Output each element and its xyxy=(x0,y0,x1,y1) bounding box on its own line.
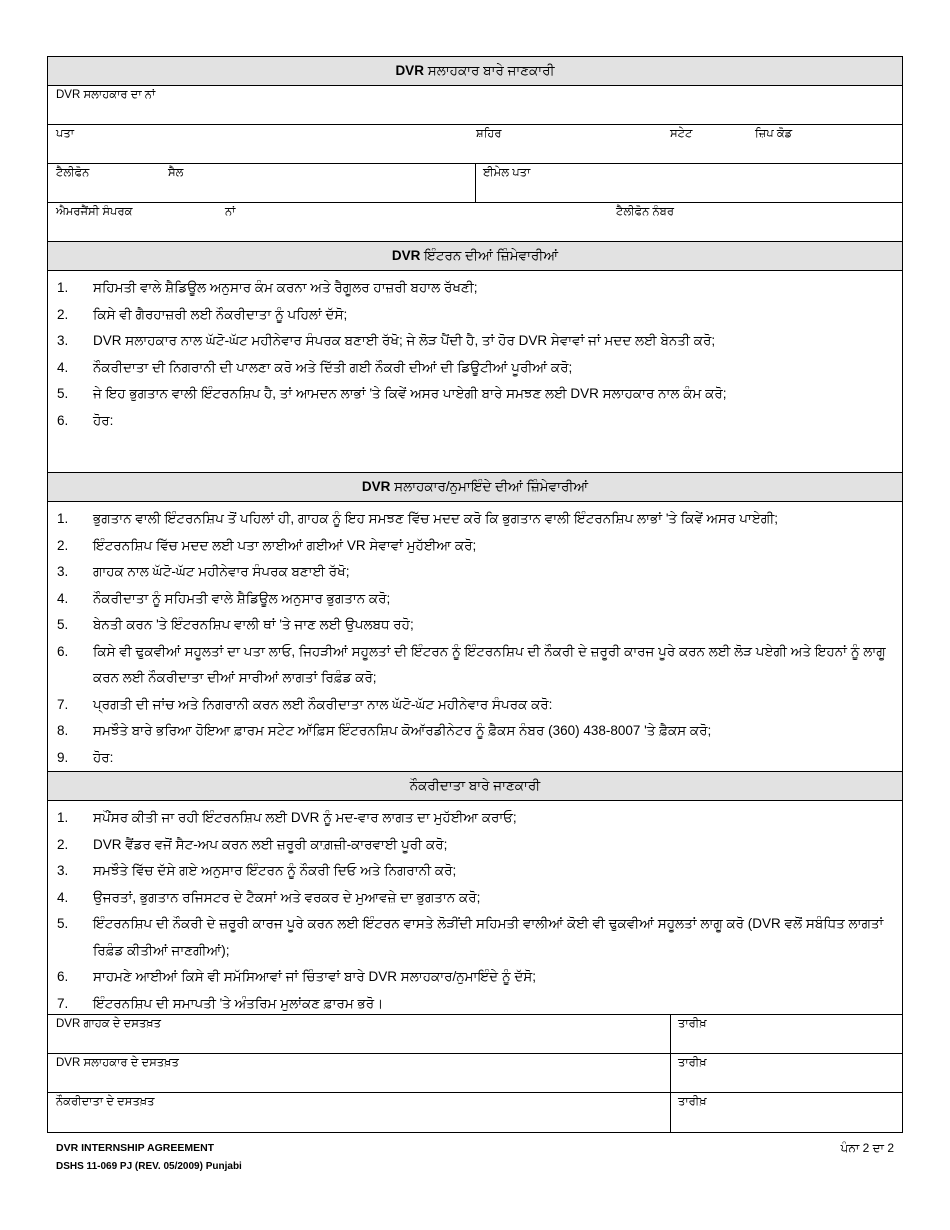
cell-label: ਸੈਲ xyxy=(168,167,184,179)
email-label: ਈਮੇਲ ਪਤਾ xyxy=(483,167,531,179)
address-row[interactable] xyxy=(48,125,902,164)
header-prefix: DVR xyxy=(361,479,391,494)
phone-label: ਟੈਲੀਫੋਨ xyxy=(56,167,90,179)
item-number: 4. xyxy=(57,590,69,606)
section-header-counselor-info xyxy=(48,57,902,86)
intern-responsibilities-list xyxy=(48,271,902,473)
item-text: ਸਹਿਮਤੀ ਵਾਲੇ ਸ਼ੈਡਿਊਲ ਅਨੁਸਾਰ ਕੰਮ ਕਰਨਾ ਅਤੇ ਰੈਗੂਲਰ ਹਾਜ਼ਰੀ ਬਹਾਲ ਰੱਖਣੀ; xyxy=(93,280,478,295)
section-header-intern-responsibilities xyxy=(48,242,902,271)
item-text: ਸਮਝੌਤੇ ਵਿੱਚ ਦੱਸੇ ਗਏ ਅਨੁਸਾਰ ਇੰਟਰਨ ਨੂੰ ਨੌਕਰੀ ਦਿਓ ਅਤੇ ਨਿਗਰਾਨੀ ਕਰੋ; xyxy=(93,863,457,878)
item-text: ਭੁਗਤਾਨ ਵਾਲੀ ਇੰਟਰਨਸ਼ਿਪ ਤੋਂ ਪਹਿਲਾਂ ਹੀ, ਗਾਹਕ ਨੂੰ ਇਹ ਸਮਝਣ ਵਿੱਚ ਮਦਦ ਕਰੋ ਕਿ ਭੁਗਤਾਨ ਵਾਲੀ ਇੰਟਰਨਸ਼ਿਪ ਲਾਭਾਂ 'ਤੇ ਕਿਵੇਂ ਅਸਰ ਪਾਏਗੀ; xyxy=(93,511,779,526)
item-number: 4. xyxy=(57,889,69,905)
list-item xyxy=(48,559,902,586)
item-number: 6. xyxy=(57,969,69,984)
column-divider xyxy=(475,164,476,202)
list-item-other[interactable] xyxy=(48,745,902,772)
item-number: 7. xyxy=(57,995,69,1011)
emergency-contact-row[interactable] xyxy=(48,203,902,242)
item-number: 4. xyxy=(57,359,69,375)
list-item xyxy=(48,328,902,355)
item-text: ਬੇਨਤੀ ਕਰਨ 'ਤੇ ਇੰਟਰਨਸ਼ਿਪ ਵਾਲੀ ਥਾਂ 'ਤੇ ਜਾਣ ਲਈ ਉਪਲਬਧ ਰਹੋ; xyxy=(93,617,414,632)
list-item xyxy=(48,533,902,560)
item-text: ਕਿਸੇ ਵੀ ਗੈਰਹਾਜ਼ਰੀ ਲਈ ਨੌਕਰੀਦਾਤਾ ਨੂੰ ਪਹਿਲਾਂ ਦੱਸੋ; xyxy=(93,306,348,322)
item-text: ਇੰਟਰਨਸ਼ਿਪ ਵਿੱਚ ਮਦਦ ਲਈ ਪਤਾ ਲਾਈਆਂ ਗਈਆਂ VR ਸੇਵਾਵਾਂ ਮੁਹੱਈਆ ਕਰੋ; xyxy=(93,537,477,553)
employer-signature-label: ਨੌਕਰੀਦਾਤਾ ਦੇ ਦਸਤਖ਼ਤ xyxy=(56,1096,155,1108)
list-item xyxy=(48,612,902,639)
item-text: DVR ਸਲਾਹਕਾਰ ਨਾਲ ਘੱਟੋ-ਘੱਟ ਮਹੀਨੇਵਾਰ ਸੰਪਰਕ ਬਣਾਈ ਰੱਖੋ; ਜੇ ਲੋੜ ਪੈਂਦੀ ਹੈ, ਤਾਂ ਹੋਰ DVR ਸੇਵਾਵਾਂ ਜਾਂ ਮਦਦ ਲਈ ਬੇਨਤੀ ਕਰੋ; xyxy=(93,333,716,348)
item-text: DVR ਵੈਂਡਰ ਵਜੋਂ ਸੈਟ-ਅਪ ਕਰਨ ਲਈ ਜ਼ਰੂਰੀ ਕਾਗ਼ਜ਼ੀ-ਕਾਰਵਾਈ ਪੂਰੀ ਕਰੋ; xyxy=(93,836,448,852)
item-text: ਸਮਝੌਤੇ ਬਾਰੇ ਭਰਿਆ ਹੋਇਆ ਫ਼ਾਰਮ ਸਟੇਟ ਆੱਫ਼ਿਸ ਇੰਟਰਨਸ਼ਿਪ ਕੋਆੱਰਡੀਨੇਟਰ ਨੂੰ ਫ਼ੈਕਸ ਨੰਬਰ (360) 438-8007 'ਤੇ ਫ਼ੈਕਸ ਕਰੋ; xyxy=(93,723,712,738)
list-item xyxy=(48,275,902,302)
header-text: ਸਲਾਹਕਾਰ/ਨੁਮਾਇੰਦੇ ਦੀਆਂ ਜ਼ਿੰਮੇਵਾਰੀਆਂ xyxy=(390,479,589,494)
item-text: ਇੰਟਰਨਸ਼ਿਪ ਦੀ ਨੌਕਰੀ ਦੇ ਜ਼ਰੂਰੀ ਕਾਰਜ ਪੂਰੇ ਕਰਨ ਲਈ ਇੰਟਰਨ ਵਾਸਤੇ ਲੋੜੀਂਦੀ ਸਹਿਮਤੀ ਵਾਲੀਆਂ ਕੋਈ ਵੀ ਢੁਕਵੀਆਂ ਸਹੂਲਤਾਂ ਲਾਗੂ ਕਰੋ (DVR ਵਲੋਂ ਸਬੰਧਿਤ ਲਾਗਤਾਂ ਰਿਫ਼ੰਡ ਕੀਤੀਆਂ ਜਾਣਗੀਆਂ); xyxy=(93,916,884,958)
client-signature-label: DVR ਗਾਹਕ ਦੇ ਦਸਤਖ਼ਤ xyxy=(56,1018,161,1030)
emergency-phone-label: ਟੈਲੀਫੋਨ ਨੰਬਰ xyxy=(616,206,674,218)
header-text: ਸਲਾਹਕਾਰ ਬਾਰੇ ਜਾਣਕਾਰੀ xyxy=(423,63,555,78)
item-number: 1. xyxy=(57,280,69,295)
list-item xyxy=(48,991,902,1018)
employer-responsibilities-list xyxy=(48,801,902,1015)
signature-row-employer[interactable] xyxy=(48,1093,902,1132)
column-divider xyxy=(670,1093,671,1132)
counselor-signature-label: DVR ਸਲਾਹਕਾਰ ਦੇ ਦਸਤਖ਼ਤ xyxy=(56,1057,179,1069)
header-text: ਇੰਟਰਨ ਦੀਆਂ ਜ਼ਿੰਮੇਵਾਰੀਆਂ xyxy=(420,248,559,263)
item-number: 3. xyxy=(57,333,69,348)
item-number: 5. xyxy=(57,916,69,931)
item-text: ਸਪੌਂਸਰ ਕੀਤੀ ਜਾ ਰਹੀ ਇੰਟਰਨਸ਼ਿਪ ਲਈ DVR ਨੂੰ ਮਦ-ਵਾਰ ਲਾਗਤ ਦਾ ਮੁਹੱਈਆ ਕਰਾਓ; xyxy=(93,810,517,825)
item-text: ਗਾਹਕ ਨਾਲ ਘੱਟੋ-ਘੱਟ ਮਹੀਨੇਵਾਰ ਸੰਪਰਕ ਬਣਾਈ ਰੱਖੋ; xyxy=(93,564,350,579)
date-label: ਤਾਰੀਖ਼ xyxy=(678,1096,707,1108)
item-number: 3. xyxy=(57,863,69,878)
item-number: 9. xyxy=(57,749,69,765)
signature-row-counselor[interactable] xyxy=(48,1054,902,1093)
internship-agreement-form xyxy=(47,56,903,1133)
item-number: 2. xyxy=(57,537,69,553)
list-item xyxy=(48,911,902,964)
emergency-contact-label: ਐਮਰਜੈਂਸੀ ਸੰਪਰਕ xyxy=(56,206,133,218)
header-prefix: DVR xyxy=(391,248,421,263)
list-item-other[interactable] xyxy=(48,408,902,435)
phone-row[interactable] xyxy=(48,164,902,203)
item-number: 3. xyxy=(57,564,69,579)
list-item xyxy=(48,302,902,329)
item-number: 5. xyxy=(57,617,69,632)
list-item xyxy=(48,506,902,533)
address-label: ਪਤਾ xyxy=(56,128,75,140)
list-item xyxy=(48,805,902,832)
item-number: 7. xyxy=(57,696,69,712)
item-number: 6. xyxy=(57,643,69,659)
date-label: ਤਾਰੀਖ਼ xyxy=(678,1057,707,1069)
item-text: ਨੌਕਰੀਦਾਤਾ ਦੀ ਨਿਗਰਾਨੀ ਦੀ ਪਾਲਣਾ ਕਰੋ ਅਤੇ ਦਿੱਤੀ ਗਈ ਨੌਕਰੀ ਦੀਆਂ ਦੀ ਡਿਊਟੀਆਂ ਪੂਰੀਆਂ ਕਰੋ; xyxy=(93,359,573,375)
header-prefix: DVR xyxy=(395,63,424,78)
section-header-counselor-responsibilities xyxy=(48,473,902,502)
item-number: 6. xyxy=(57,412,69,428)
date-label: ਤਾਰੀਖ਼ xyxy=(678,1018,707,1030)
page-number: ਪੰਨਾ 2 ਦਾ 2 xyxy=(840,1141,894,1155)
counselor-name-row[interactable] xyxy=(48,86,902,125)
item-text: ਨੌਕਰੀਦਾਤਾ ਨੂੰ ਸਹਿਮਤੀ ਵਾਲੇ ਸ਼ੈਡਿਊਲ ਅਨੁਸਾਰ ਭੁਗਤਾਨ ਕਰੋ; xyxy=(93,590,391,606)
signature-row-client[interactable] xyxy=(48,1015,902,1054)
item-number: 1. xyxy=(57,511,69,526)
form-number: DSHS 11-069 PJ (REV. 05/2009) Punjabi xyxy=(56,1161,242,1172)
counselor-responsibilities-list xyxy=(48,502,902,772)
item-number: 2. xyxy=(57,306,69,322)
header-text: ਨੌਕਰੀਦਾਤਾ ਬਾਰੇ ਜਾਣਕਾਰੀ xyxy=(409,778,541,793)
list-item xyxy=(48,381,902,408)
item-number: 8. xyxy=(57,723,69,738)
item-number: 5. xyxy=(57,386,69,401)
item-text: ਉਜਰਤਾਂ, ਭੁਗਤਾਨ ਰਜਿਸਟਰ ਦੇ ਟੈਕਸਾਂ ਅਤੇ ਵਰਕਰ ਦੇ ਮੁਆਵਜ਼ੇ ਦਾ ਭੁਗਤਾਨ ਕਰੋ; xyxy=(93,889,481,905)
list-item xyxy=(48,885,902,912)
list-item xyxy=(48,718,902,745)
item-text: ਕਿਸੇ ਵੀ ਢੁਕਵੀਆਂ ਸਹੂਲਤਾਂ ਦਾ ਪਤਾ ਲਾਓ, ਜਿਹੜੀਆਂ ਸਹੂਲਤਾਂ ਦੀ ਇੰਟਰਨ ਨੂੰ ਇੰਟਰਨਸ਼ਿਪ ਦੀ ਨੌਕਰੀ ਦੇ ਜ਼ਰੂਰੀ ਕਾਰਜ ਪੂਰੇ ਕਰਨ ਲਈ ਲੋੜ ਪਏਗੀ ਅਤੇ ਇਹਨਾਂ ਨੂੰ ਲਾਗੂ ਕਰਨ ਲਈ ਨੌਕਰੀਦਾਤਾ ਦੀਆਂ ਸਾਰੀਆਂ ਲਾਗਤਾਂ ਰਿਫ਼ੰਡ ਕਰੋ; xyxy=(93,643,886,685)
city-label: ਸ਼ਹਿਰ xyxy=(476,128,502,140)
item-text: ਜੇ ਇਹ ਭੁਗਤਾਨ ਵਾਲੀ ਇੰਟਰਨਸ਼ਿਪ ਹੈ, ਤਾਂ ਆਮਦਨ ਲਾਭਾਂ 'ਤੇ ਕਿਵੇਂ ਅਸਰ ਪਾਏਗੀ ਬਾਰੇ ਸਮਝਣ ਲਈ DVR ਸਲਾਹਕਾਰ ਨਾਲ ਕੰਮ ਕਰੋ; xyxy=(93,386,727,401)
item-text: ਇੰਟਰਨਸ਼ਿਪ ਦੀ ਸਮਾਪਤੀ 'ਤੇ ਅੰਤਰਿਮ ਮੁਲਾਂਕਣ ਫ਼ਾਰਮ ਭਰੋ। xyxy=(93,995,384,1011)
list-item xyxy=(48,964,902,991)
section-header-employer-info xyxy=(48,772,902,801)
counselor-name-label: DVR ਸਲਾਹਕਾਰ ਦਾ ਨਾਂ xyxy=(56,89,156,101)
item-text: ਹੋਰ: xyxy=(93,412,114,428)
item-number: 1. xyxy=(57,810,69,825)
list-item xyxy=(48,586,902,613)
list-item xyxy=(48,832,902,859)
column-divider xyxy=(670,1054,671,1092)
zip-label: ਜ਼ਿਪ ਕੋਡ xyxy=(755,128,793,140)
list-item xyxy=(48,639,902,692)
list-item xyxy=(48,355,902,382)
state-label: ਸਟੇਟ xyxy=(670,128,693,140)
list-item xyxy=(48,858,902,885)
list-item xyxy=(48,692,902,719)
item-number: 2. xyxy=(57,836,69,852)
emergency-name-label: ਨਾਂ xyxy=(225,206,236,218)
item-text: ਪ੍ਰਗਤੀ ਦੀ ਜਾਂਚ ਅਤੇ ਨਿਗਰਾਨੀ ਕਰਨ ਲਈ ਨੌਕਰੀਦਾਤਾ ਨਾਲ ਘੱਟੋ-ਘੱਟ ਮਹੀਨੇਵਾਰ ਸੰਪਰਕ ਕਰੋ: xyxy=(93,696,553,712)
item-text: ਹੋਰ: xyxy=(93,749,114,765)
form-title: DVR INTERNSHIP AGREEMENT xyxy=(56,1142,215,1154)
item-text: ਸਾਹਮਣੇ ਆਈਆਂ ਕਿਸੇ ਵੀ ਸਮੱਸਿਆਵਾਂ ਜਾਂ ਚਿੰਤਾਵਾਂ ਬਾਰੇ DVR ਸਲਾਹਕਾਰ/ਨੁਮਾਇੰਦੇ ਨੂੰ ਦੱਸੋ; xyxy=(93,969,537,984)
column-divider xyxy=(670,1015,671,1053)
